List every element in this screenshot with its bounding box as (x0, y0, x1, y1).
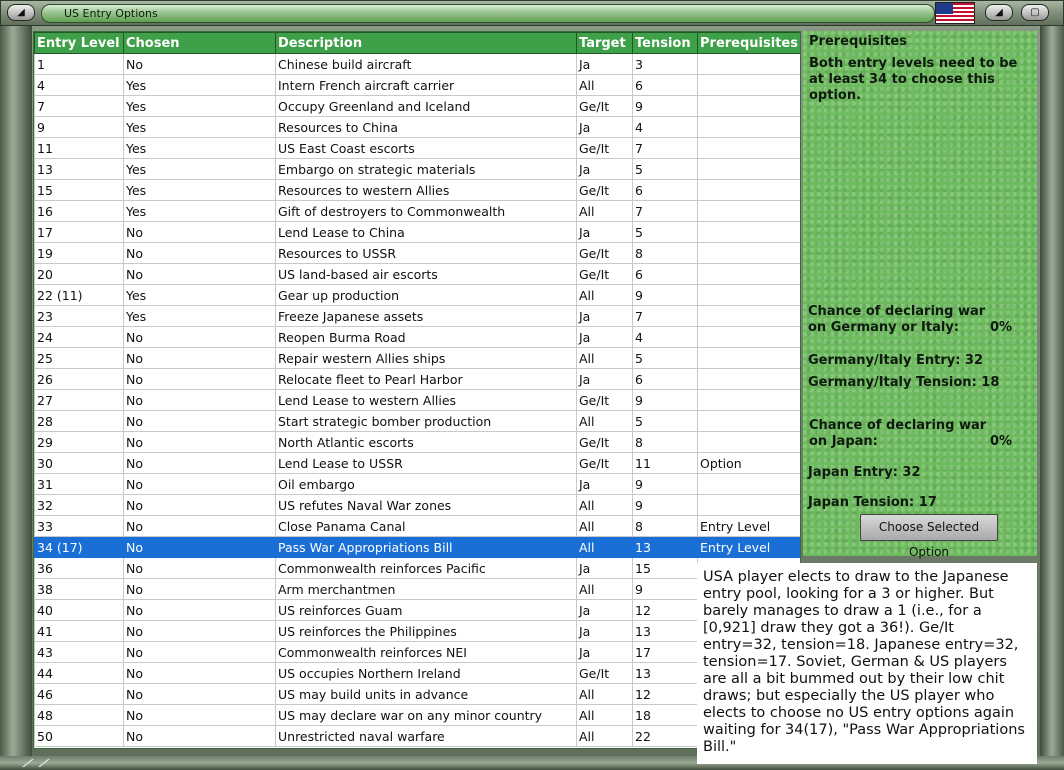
cell-entry-level: 31 (35, 474, 124, 495)
cell-target: Ge/It (577, 243, 633, 264)
entry-options-table (34, 32, 801, 747)
prerequisites-text-line-3: option. (809, 88, 862, 103)
cell-target: All (577, 516, 633, 537)
table-header-row (35, 33, 801, 54)
cell-description: Commonwealth reinforces NEI (276, 642, 577, 663)
table-row[interactable] (35, 726, 801, 747)
minimize-icon: ◢ (17, 7, 25, 18)
title-pill (41, 4, 935, 23)
cell-target: All (577, 684, 633, 705)
cell-description: US occupies Northern Ireland (276, 663, 577, 684)
cell-prerequisites (698, 264, 801, 285)
japan-war-chance-label-1: Chance of declaring war (809, 418, 987, 433)
cell-target: All (577, 75, 633, 96)
table-row[interactable] (35, 117, 801, 138)
cell-prerequisites (698, 201, 801, 222)
cell-tension: 8 (633, 243, 698, 264)
cell-description: Relocate fleet to Pearl Harbor (276, 369, 577, 390)
cell-prerequisites (698, 432, 801, 453)
cell-description: Lend Lease to USSR (276, 453, 577, 474)
restore-icon: ◢ (995, 7, 1003, 18)
cell-description: Embargo on strategic materials (276, 159, 577, 180)
cell-description: Reopen Burma Road (276, 327, 577, 348)
cell-tension: 3 (633, 54, 698, 75)
prerequisites-text-line-2: at least 34 to choose this (809, 72, 995, 87)
cell-tension: 9 (633, 285, 698, 306)
table-row[interactable] (35, 54, 801, 75)
cell-description: North Atlantic escorts (276, 432, 577, 453)
info-panel (803, 31, 1037, 559)
cell-entry-level: 9 (35, 117, 124, 138)
cell-entry-level: 1 (35, 54, 124, 75)
cell-description: US may build units in advance (276, 684, 577, 705)
cell-chosen: No (124, 222, 276, 243)
table-row[interactable] (35, 684, 801, 705)
table-row[interactable] (35, 222, 801, 243)
cell-prerequisites (698, 474, 801, 495)
cell-tension: 17 (633, 642, 698, 663)
cell-target: Ja (577, 474, 633, 495)
cell-tension: 5 (633, 411, 698, 432)
cell-entry-level: 17 (35, 222, 124, 243)
cell-tension: 7 (633, 138, 698, 159)
cell-tension: 13 (633, 621, 698, 642)
cell-entry-level: 25 (35, 348, 124, 369)
cell-tension: 13 (633, 663, 698, 684)
cell-tension: 9 (633, 495, 698, 516)
cell-chosen: No (124, 663, 276, 684)
table-row[interactable] (35, 369, 801, 390)
cell-prerequisites (698, 390, 801, 411)
cell-chosen: Yes (124, 159, 276, 180)
table-row[interactable] (35, 243, 801, 264)
cell-entry-level: 23 (35, 306, 124, 327)
cell-tension: 6 (633, 180, 698, 201)
cell-target: Ja (577, 621, 633, 642)
cell-target: Ge/It (577, 432, 633, 453)
cell-entry-level: 27 (35, 390, 124, 411)
cell-prerequisites (698, 495, 801, 516)
cell-chosen: No (124, 642, 276, 663)
cell-description: US may declare war on any minor country (276, 705, 577, 726)
cell-prerequisites (698, 243, 801, 264)
cell-tension: 4 (633, 117, 698, 138)
germany-war-chance-label-1: Chance of declaring war (808, 304, 986, 319)
cell-target: All (577, 348, 633, 369)
cell-target: All (577, 285, 633, 306)
cell-prerequisites (698, 411, 801, 432)
cell-target: Ge/It (577, 138, 633, 159)
cell-entry-level: 36 (35, 558, 124, 579)
cell-description: Lend Lease to western Allies (276, 390, 577, 411)
cell-target: All (577, 411, 633, 432)
cell-prerequisites (698, 96, 801, 117)
table-row[interactable] (35, 159, 801, 180)
table-row[interactable] (35, 453, 801, 474)
cell-description: Repair western Allies ships (276, 348, 577, 369)
cell-target: Ja (577, 54, 633, 75)
cell-target: All (577, 579, 633, 600)
cell-target: Ja (577, 600, 633, 621)
cell-chosen: Yes (124, 117, 276, 138)
japan-war-chance-value: 0% (990, 434, 1013, 449)
cell-target: All (577, 705, 633, 726)
cell-description: Intern French aircraft carrier (276, 75, 577, 96)
table-row[interactable] (35, 411, 801, 432)
cell-entry-level: 29 (35, 432, 124, 453)
cell-chosen: No (124, 453, 276, 474)
japan-tension: Japan Tension: 17 (808, 495, 937, 510)
window-title: US Entry Options (64, 7, 158, 20)
cell-prerequisites: Entry Level (698, 537, 801, 558)
table-row[interactable] (35, 138, 801, 159)
cell-prerequisites (698, 327, 801, 348)
cell-chosen: Yes (124, 138, 276, 159)
cell-tension: 9 (633, 390, 698, 411)
cell-target: Ge/It (577, 96, 633, 117)
cell-entry-level: 48 (35, 705, 124, 726)
cell-target: Ja (577, 558, 633, 579)
cell-chosen: No (124, 369, 276, 390)
cell-chosen: No (124, 411, 276, 432)
cell-description: Close Panama Canal (276, 516, 577, 537)
cell-tension: 9 (633, 474, 698, 495)
table-row[interactable] (35, 348, 801, 369)
cell-tension: 12 (633, 684, 698, 705)
cell-description: Arm merchantmen (276, 579, 577, 600)
cell-entry-level: 16 (35, 201, 124, 222)
cell-description: Gear up production (276, 285, 577, 306)
cell-chosen: No (124, 705, 276, 726)
table-row[interactable] (35, 390, 801, 411)
cell-target: Ja (577, 222, 633, 243)
resize-grip-icon[interactable] (20, 758, 54, 768)
cell-target: All (577, 537, 633, 558)
cell-tension: 12 (633, 600, 698, 621)
cell-chosen: No (124, 348, 276, 369)
cell-tension: 9 (633, 579, 698, 600)
window-frame-left (0, 26, 32, 770)
table-row[interactable] (35, 558, 801, 579)
cell-description: Pass War Appropriations Bill (276, 537, 577, 558)
cell-description: US East Coast escorts (276, 138, 577, 159)
table-row[interactable] (35, 621, 801, 642)
cell-tension: 11 (633, 453, 698, 474)
prerequisites-text-line-1: Both entry levels need to be (809, 56, 1018, 71)
cell-description: Unrestricted naval warfare (276, 726, 577, 747)
cell-chosen: No (124, 264, 276, 285)
cell-target: Ge/It (577, 264, 633, 285)
cell-entry-level: 41 (35, 621, 124, 642)
cell-entry-level: 24 (35, 327, 124, 348)
cell-entry-level: 22 (11) (35, 285, 124, 306)
close-button[interactable] (1021, 4, 1049, 21)
cell-entry-level: 40 (35, 600, 124, 621)
cell-prerequisites (698, 306, 801, 327)
column-header-description[interactable]: Description (276, 33, 577, 54)
table-row[interactable] (35, 264, 801, 285)
cell-tension: 6 (633, 264, 698, 285)
cell-chosen: Yes (124, 180, 276, 201)
cell-entry-level: 46 (35, 684, 124, 705)
cell-tension: 5 (633, 348, 698, 369)
cell-tension: 7 (633, 201, 698, 222)
japan-war-chance-label-2: on Japan: (809, 434, 878, 449)
cell-entry-level: 33 (35, 516, 124, 537)
table-row[interactable] (35, 432, 801, 453)
cell-target: Ja (577, 369, 633, 390)
cell-chosen: No (124, 54, 276, 75)
cell-tension: 18 (633, 705, 698, 726)
cell-description: Gift of destroyers to Commonwealth (276, 201, 577, 222)
cell-chosen: No (124, 621, 276, 642)
cell-entry-level: 13 (35, 159, 124, 180)
table-row[interactable] (35, 495, 801, 516)
cell-chosen: Yes (124, 306, 276, 327)
cell-entry-level: 28 (35, 411, 124, 432)
cell-prerequisites: Entry Level (698, 516, 801, 537)
column-header-chosen[interactable]: Chosen (124, 33, 276, 54)
cell-chosen: No (124, 537, 276, 558)
cell-target: Ge/It (577, 390, 633, 411)
cell-tension: 5 (633, 159, 698, 180)
table-row[interactable] (35, 285, 801, 306)
cell-target: Ja (577, 117, 633, 138)
cell-target: Ja (577, 159, 633, 180)
cell-entry-level: 26 (35, 369, 124, 390)
cell-chosen: No (124, 243, 276, 264)
cell-description: Resources to China (276, 117, 577, 138)
choose-selected-option-button[interactable]: Choose Selected Option (860, 514, 998, 541)
cell-entry-level: 38 (35, 579, 124, 600)
cell-chosen: No (124, 516, 276, 537)
cell-target: Ja (577, 306, 633, 327)
cell-prerequisites: Option (698, 453, 801, 474)
cell-tension: 6 (633, 369, 698, 390)
cell-tension: 15 (633, 558, 698, 579)
cell-chosen: No (124, 579, 276, 600)
table-row[interactable] (35, 663, 801, 684)
restore-button[interactable] (985, 4, 1013, 21)
cell-description: US reinforces Guam (276, 600, 577, 621)
table-row[interactable] (35, 579, 801, 600)
cell-chosen: No (124, 558, 276, 579)
cell-description: Chinese build aircraft (276, 54, 577, 75)
cell-tension: 5 (633, 222, 698, 243)
title-bar[interactable] (0, 0, 1064, 26)
table-body (35, 54, 801, 747)
cell-chosen: Yes (124, 96, 276, 117)
cell-target: Ge/It (577, 663, 633, 684)
cell-description: Resources to western Allies (276, 180, 577, 201)
cell-description: US refutes Naval War zones (276, 495, 577, 516)
cell-target: Ja (577, 327, 633, 348)
table-row[interactable] (35, 474, 801, 495)
table-row-selected[interactable] (35, 537, 801, 558)
germany-war-chance-value: 0% (990, 320, 1013, 335)
cell-target: All (577, 495, 633, 516)
cell-chosen: No (124, 327, 276, 348)
cell-chosen: Yes (124, 75, 276, 96)
cell-description: US reinforces the Philippines (276, 621, 577, 642)
close-icon: ▢ (1030, 7, 1040, 18)
germany-italy-tension: Germany/Italy Tension: 18 (808, 375, 1000, 390)
column-header-entry-level[interactable]: Entry Level (35, 33, 124, 54)
cell-target: Ge/It (577, 453, 633, 474)
japan-entry: Japan Entry: 32 (808, 465, 921, 480)
table-row[interactable] (35, 201, 801, 222)
table-row[interactable] (35, 327, 801, 348)
minimize-button[interactable] (7, 4, 35, 21)
cell-chosen: Yes (124, 285, 276, 306)
cell-chosen: No (124, 726, 276, 747)
cell-chosen: No (124, 600, 276, 621)
cell-prerequisites (698, 222, 801, 243)
cell-target: All (577, 201, 633, 222)
cell-chosen: Yes (124, 201, 276, 222)
us-flag-icon (935, 2, 975, 24)
cell-tension: 9 (633, 96, 698, 117)
cell-chosen: No (124, 474, 276, 495)
table-row[interactable] (35, 516, 801, 537)
column-header-prerequisites[interactable]: Prerequisites (698, 33, 801, 54)
cell-entry-level: 19 (35, 243, 124, 264)
cell-prerequisites (698, 54, 801, 75)
window-frame-right (1040, 26, 1064, 770)
table-row[interactable] (35, 96, 801, 117)
cell-tension: 8 (633, 432, 698, 453)
column-header-tension[interactable]: Tension (633, 33, 698, 54)
cell-chosen: No (124, 432, 276, 453)
cell-tension: 8 (633, 516, 698, 537)
cell-entry-level: 11 (35, 138, 124, 159)
cell-entry-level: 15 (35, 180, 124, 201)
cell-prerequisites (698, 369, 801, 390)
entry-options-table-container[interactable] (33, 31, 801, 749)
cell-entry-level: 44 (35, 663, 124, 684)
germany-italy-entry: Germany/Italy Entry: 32 (808, 353, 984, 368)
cell-entry-level: 30 (35, 453, 124, 474)
cell-entry-level: 7 (35, 96, 124, 117)
cell-entry-level: 32 (35, 495, 124, 516)
cell-target: Ja (577, 642, 633, 663)
cell-description: Resources to USSR (276, 243, 577, 264)
cell-tension: 4 (633, 327, 698, 348)
cell-description: Commonwealth reinforces Pacific (276, 558, 577, 579)
cell-description: Oil embargo (276, 474, 577, 495)
table-row[interactable] (35, 75, 801, 96)
cell-target: All (577, 726, 633, 747)
cell-entry-level: 43 (35, 642, 124, 663)
cell-prerequisites (698, 138, 801, 159)
annotation-note: USA player elects to draw to the Japanese entry pool, looking for a 3 or higher. But barely manages to draw a 1 (i.e., for a [0,921] draw they got a 36!). Ge/It entry=32, tension=18. Japanese entry=32, tension=17. Soviet, German & US players are all a bit bummed out by their low chit draws; but especially the US player who elects to choose no US entry options again waiting for 34(17), "Pass War Appropriations Bill." (697, 563, 1037, 764)
table-row[interactable] (35, 600, 801, 621)
cell-prerequisites (698, 180, 801, 201)
germany-war-chance-label-2: on Germany or Italy: (808, 320, 960, 335)
table-row[interactable] (35, 306, 801, 327)
cell-entry-level: 20 (35, 264, 124, 285)
cell-tension: 13 (633, 537, 698, 558)
cell-entry-level: 34 (17) (35, 537, 124, 558)
cell-description: Lend Lease to China (276, 222, 577, 243)
cell-chosen: No (124, 495, 276, 516)
table-row[interactable] (35, 705, 801, 726)
cell-prerequisites (698, 117, 801, 138)
cell-description: Start strategic bomber production (276, 411, 577, 432)
cell-description: US land-based air escorts (276, 264, 577, 285)
cell-prerequisites (698, 75, 801, 96)
cell-entry-level: 4 (35, 75, 124, 96)
cell-description: Freeze Japanese assets (276, 306, 577, 327)
cell-description: Occupy Greenland and Iceland (276, 96, 577, 117)
cell-target: Ge/It (577, 180, 633, 201)
cell-prerequisites (698, 159, 801, 180)
table-row[interactable] (35, 180, 801, 201)
cell-tension: 7 (633, 306, 698, 327)
cell-chosen: No (124, 684, 276, 705)
cell-prerequisites (698, 285, 801, 306)
cell-prerequisites (698, 348, 801, 369)
table-row[interactable] (35, 642, 801, 663)
cell-tension: 22 (633, 726, 698, 747)
cell-tension: 6 (633, 75, 698, 96)
column-header-target[interactable]: Target (577, 33, 633, 54)
prerequisites-heading: Prerequisites (809, 34, 907, 49)
cell-entry-level: 50 (35, 726, 124, 747)
cell-chosen: No (124, 390, 276, 411)
